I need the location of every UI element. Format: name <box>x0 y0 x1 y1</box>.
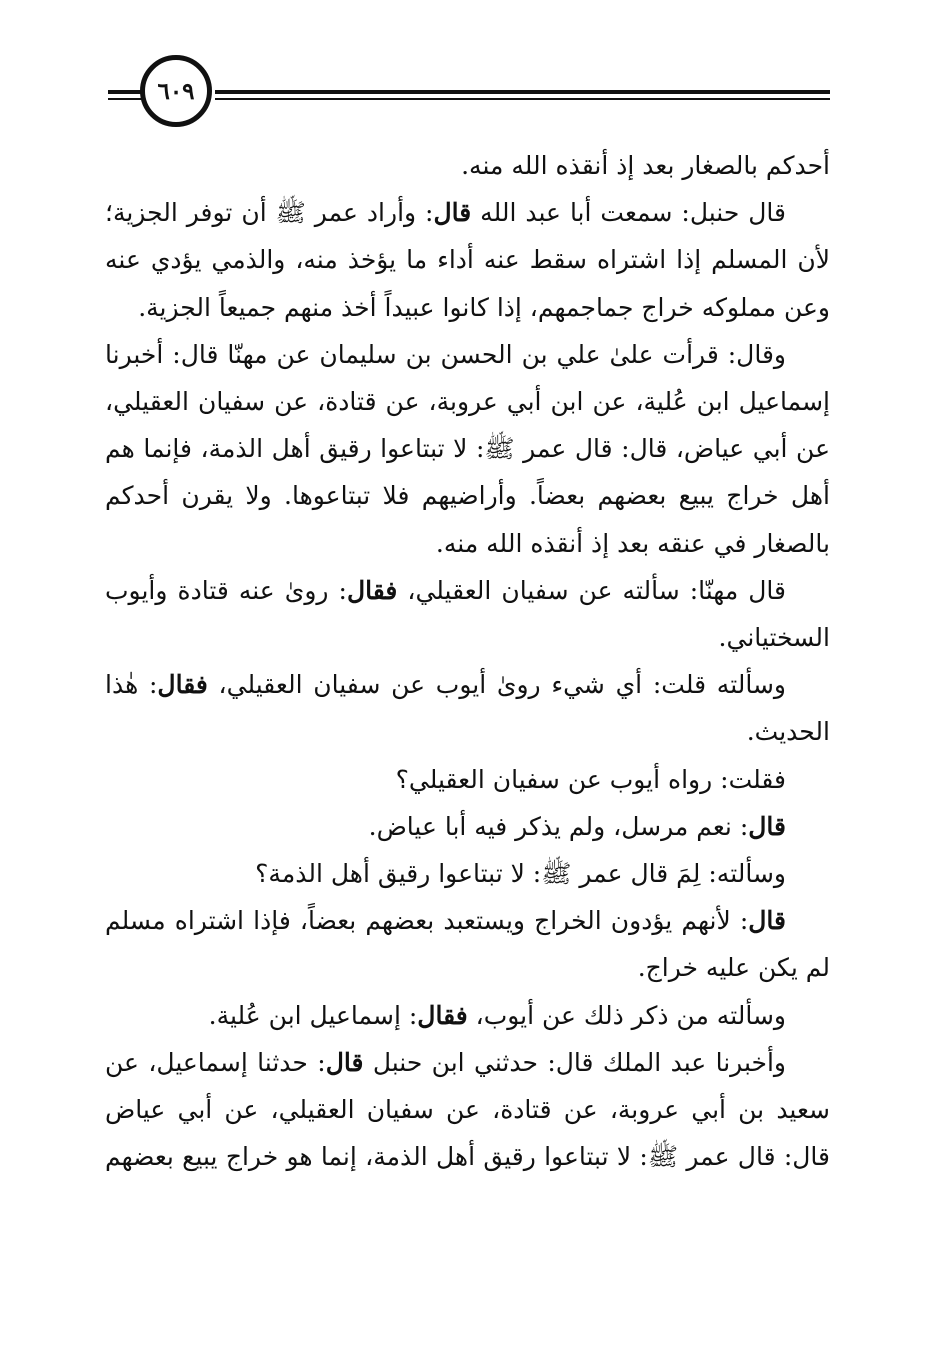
paragraph <box>105 331 830 567</box>
text-run: : هٰذا الحديث. <box>105 670 830 747</box>
text-run: : حدثنا إسماعيل، عن سعيد بن أبي عروبة، عن قتادة، عن سفيان العقيلي، عن أبي عياض قال: قال عمر ﷺ: لا تبتاعوا رقيق أهل الذمة، إنما هو خراج يبيع بعضهم <box>105 1047 830 1172</box>
text-run: : نعم مرسل، ولم يذكر فيه أبا عياض. <box>368 811 749 841</box>
paragraph <box>105 756 830 803</box>
text-run: قال حنبل: سمعت أبا عبد الله <box>471 198 786 228</box>
text-run: قال مهنّا: سألته عن سفيان العقيلي، <box>397 575 786 605</box>
bold-keyword: فقال <box>346 575 398 605</box>
text-run: : لأنهم يؤدون الخراج ويستعبد بعضهم بعضاً، فإذا اشتراه مسلم لم يكن عليه خراج. <box>105 906 830 983</box>
header-rule-thin <box>215 98 830 100</box>
header-rule-thick <box>215 90 830 94</box>
text-run: وقال: قرأت علىٰ علي بن الحسن بن سليمان عن مهنّا قال: أخبرنا إسماعيل ابن عُلية، عن ابن أبي عروبة، عن قتادة، عن سفيان العقيلي، عن أبي عياض، قال: قال عمر ﷺ: لا تبتاعوا رقيق أهل الذمة، فإنما هم أهل خراج يبيع بعضهم بعضاً. وأراضيهم فلا تبتاعوها. ولا يقرن أحدكم بالصغار في عنقه بعد إذ أنقذه الله منه. <box>105 339 830 558</box>
page-header <box>0 0 951 140</box>
bold-keyword: قال <box>325 1047 364 1077</box>
paragraph <box>105 661 830 755</box>
bold-keyword: قال <box>433 198 472 228</box>
bold-keyword: فقال <box>157 670 208 700</box>
bold-keyword: قال <box>748 906 786 936</box>
paragraph <box>105 850 830 897</box>
bold-keyword: فقال <box>417 1000 468 1030</box>
paragraph <box>105 142 830 189</box>
bold-keyword: قال <box>748 811 786 841</box>
text-run: وسألته قلت: أي شيء روىٰ أيوب عن سفيان العقيلي، <box>207 670 787 700</box>
paragraph <box>105 1039 830 1181</box>
paragraph <box>105 992 830 1039</box>
paragraph <box>105 189 830 331</box>
text-run: أحدكم بالصغار بعد إذ أنقذه الله منه. <box>461 151 830 180</box>
text-run: وسألته من ذكر ذلك عن أيوب، <box>467 1000 786 1030</box>
text-run: : وأراد عمر ﷺ أن توفر الجزية؛ لأن المسلم إذا اشتراه سقط عنه أداء ما يؤخذ منه، والذمي يؤدي عنه وعن مملوكه خراج جماجمهم، إذا كانوا عبيداً أخذ منهم جميعاً الجزية. <box>105 198 830 322</box>
paragraph <box>105 803 830 850</box>
text-run: وأخبرنا عبد الملك قال: حدثني ابن حنبل <box>363 1047 786 1077</box>
paragraph <box>105 897 830 991</box>
page-body <box>105 142 830 1180</box>
text-run: : روىٰ عنه قتادة وأيوب السختياني. <box>105 575 830 653</box>
text-run: فقلت: رواه أيوب عن سفيان العقيلي؟ <box>395 764 786 794</box>
paragraph <box>105 567 830 661</box>
text-run: وسألته: لِمَ قال عمر ﷺ: لا تبتاعوا رقيق أهل الذمة؟ <box>255 859 786 889</box>
text-run: : إسماعيل ابن عُلية. <box>208 1000 418 1030</box>
page-number: ٦٠٩ <box>140 55 212 127</box>
